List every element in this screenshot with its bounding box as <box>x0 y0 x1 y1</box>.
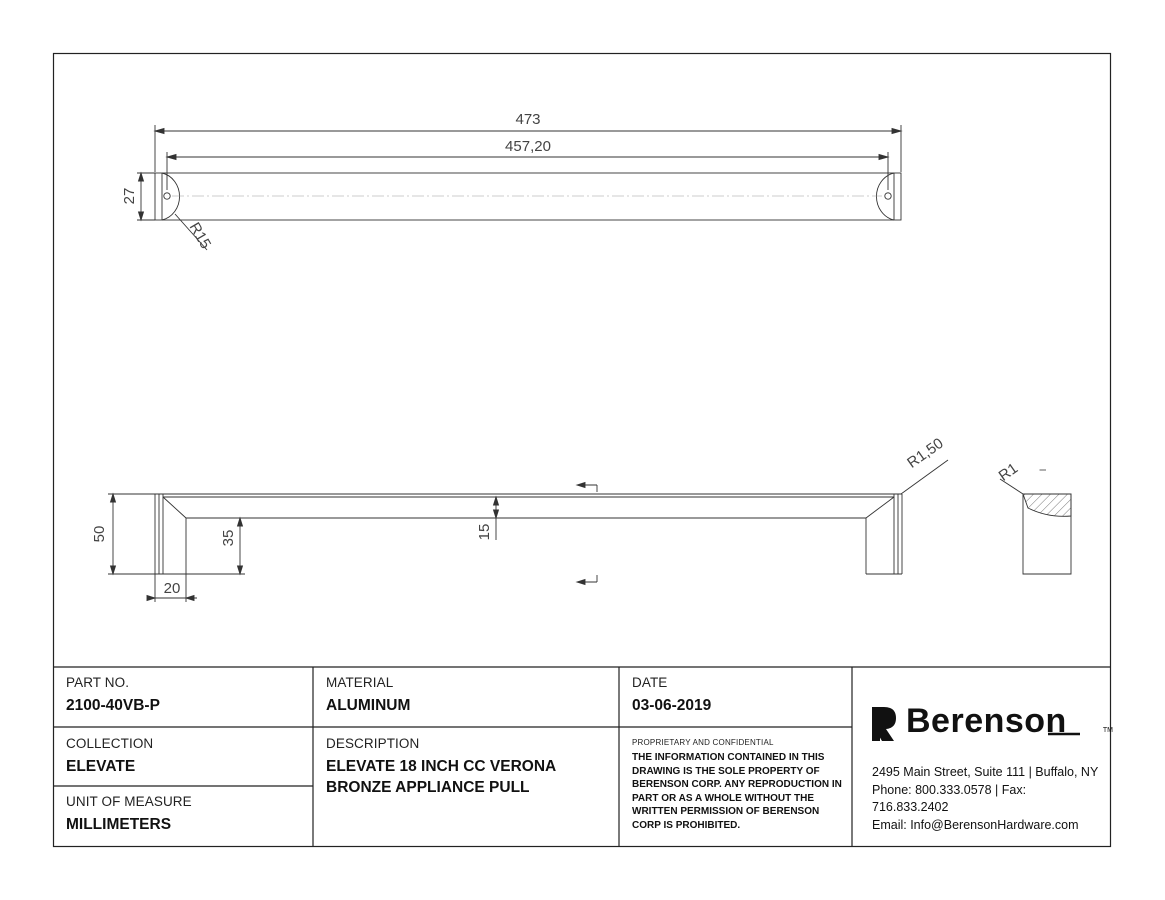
dim-section-radius: R1 <box>995 459 1022 485</box>
material-label: MATERIAL <box>326 675 394 690</box>
confidential-text: THE INFORMATION CONTAINED IN THIS DRAWING IS THE SOLE PROPERTY OF BERENSON CORP. ANY REPRODUCTION IN PART OR AS A WHOLE WITHOUT THE WRITTEN PERMISSION OF BERENSON CORP IS PROHIBITED. <box>632 752 842 831</box>
dim-height: 50 <box>91 525 108 543</box>
trademark: TM <box>1102 727 1113 734</box>
part-no-label: PART NO. <box>66 675 130 690</box>
collection-value: ELEVATE <box>66 758 136 775</box>
company-logo <box>872 702 1113 740</box>
description-cell <box>326 736 616 798</box>
date-cell <box>632 675 847 715</box>
part-no-cell <box>66 675 306 715</box>
unit-label: UNIT OF MEASURE <box>66 794 192 809</box>
section-view <box>1000 479 1071 574</box>
dim-overall-length: 473 <box>515 111 541 128</box>
confidential-cell <box>632 738 842 832</box>
date-label: DATE <box>632 675 668 690</box>
dim-leg-depth: 35 <box>220 529 237 547</box>
company-contact: Phone: 800.333.0578 | Fax: 716.833.2402 <box>872 782 1027 814</box>
dim-end-radius: R15 <box>185 219 215 252</box>
dim-bar-thickness: 15 <box>476 523 493 541</box>
unit-value: MILLIMETERS <box>66 816 172 833</box>
date-value: 03-06-2019 <box>632 697 712 714</box>
dim-corner-radius: R1,50 <box>904 434 947 472</box>
collection-label: COLLECTION <box>66 736 154 751</box>
section-mark: I <box>1038 468 1048 472</box>
dim-width: 27 <box>121 187 138 205</box>
part-no-value: 2100-40VB-P <box>66 697 160 714</box>
collection-cell <box>66 736 306 776</box>
dim-center-to-center: 457,20 <box>505 138 551 155</box>
dim-leg-width: 20 <box>163 580 181 597</box>
company-address: 2495 Main Street, Suite 111 | Buffalo, NY <box>872 765 1099 779</box>
company-cell <box>872 702 1113 834</box>
company-email: Email: Info@BerensonHardware.com <box>872 817 1079 832</box>
company-name: Berenson <box>906 702 1067 740</box>
material-value: ALUMINUM <box>326 697 411 714</box>
confidential-heading: PROPRIETARY AND CONFIDENTIAL <box>632 738 774 747</box>
material-cell <box>326 675 611 715</box>
unit-cell <box>66 794 306 834</box>
description-label: DESCRIPTION <box>326 736 420 751</box>
description-value: ELEVATE 18 INCH CC VERONA BRONZE APPLIANCE PULL <box>326 758 556 796</box>
